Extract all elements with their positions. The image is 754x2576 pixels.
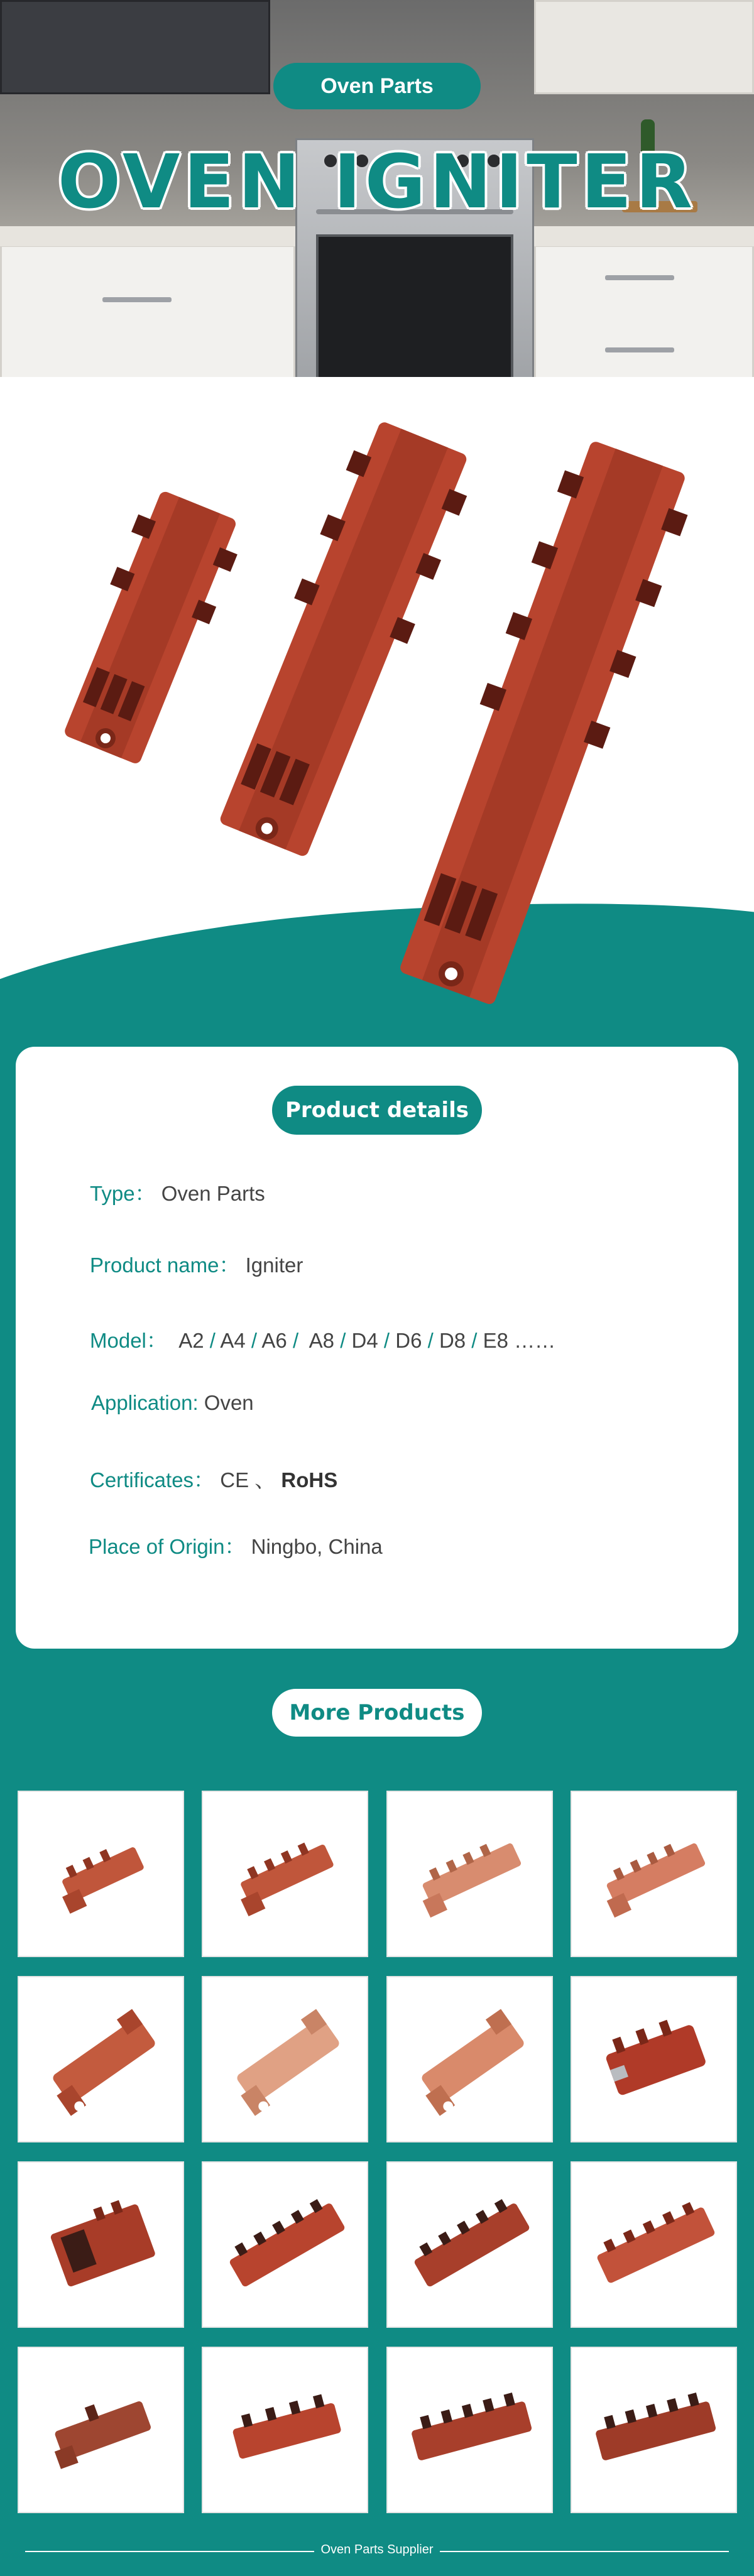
model-value: A8	[309, 1329, 335, 1352]
product-thumbnail[interactable]	[386, 2161, 553, 2328]
product-showcase	[0, 377, 754, 1043]
page-title: OVEN IGNITER	[57, 138, 697, 225]
igniter-product-image	[390, 421, 691, 1037]
model-value: A2	[178, 1329, 204, 1352]
category-pill: Oven Parts	[273, 63, 481, 109]
product-thumbnail[interactable]	[18, 2347, 184, 2513]
product-thumbnail[interactable]	[571, 2347, 737, 2513]
product-thumbnail[interactable]	[18, 1791, 184, 1957]
certificates-rohs: RoHS	[281, 1468, 338, 1492]
product-thumbnail[interactable]	[202, 2161, 368, 2328]
origin-value: Ningbo, China	[251, 1535, 383, 1558]
model-value: D8	[439, 1329, 466, 1352]
upper-cabinet-left	[0, 0, 270, 94]
model-label: Model：	[90, 1329, 167, 1352]
product-thumbnail[interactable]	[202, 1791, 368, 1957]
product-thumbnail[interactable]	[571, 1791, 737, 1957]
product-details-card	[16, 1047, 738, 1649]
application-label: Application:	[91, 1391, 199, 1414]
model-value: A4	[220, 1329, 246, 1352]
detail-row-name	[90, 1249, 303, 1279]
detail-row-type	[90, 1177, 265, 1207]
footer-caption: Oven Parts Supplier	[320, 2543, 434, 2557]
model-value: D4	[351, 1329, 378, 1352]
product-thumbnail[interactable]	[18, 2161, 184, 2328]
certificates-value: CE 、	[220, 1468, 276, 1492]
product-thumbnail[interactable]	[18, 1976, 184, 2142]
product-name-value: Igniter	[245, 1253, 303, 1277]
application-value: Oven	[204, 1391, 254, 1414]
type-value: Oven Parts	[161, 1182, 265, 1205]
detail-row-origin	[89, 1531, 383, 1560]
origin-label: Place of Origin：	[89, 1535, 246, 1558]
detail-row-model: Model： A2 / A4 / A6 / A8 / D4 / D6 / D8 / E8 ……	[90, 1329, 556, 1352]
hero-banner	[0, 0, 754, 402]
product-thumbnail[interactable]	[386, 1976, 553, 2142]
product-thumbnail[interactable]	[202, 2347, 368, 2513]
product-thumbnail[interactable]	[202, 1976, 368, 2142]
detail-row-application	[91, 1391, 254, 1415]
product-thumbnail[interactable]	[386, 1791, 553, 1957]
type-label: Type：	[90, 1182, 156, 1205]
certificates-label: Certificates：	[90, 1468, 215, 1492]
product-thumbnail[interactable]	[386, 2347, 553, 2513]
product-name-label: Product name：	[90, 1253, 240, 1277]
product-thumbnail[interactable]	[571, 1976, 737, 2142]
model-value: E8 ……	[483, 1329, 556, 1352]
product-details-heading: Product details	[272, 1086, 482, 1135]
model-value: D6	[395, 1329, 422, 1352]
more-products-heading: More Products	[272, 1689, 482, 1737]
detail-row-certificates	[90, 1464, 337, 1493]
model-value: A6	[261, 1329, 287, 1352]
product-thumbnail[interactable]	[571, 2161, 737, 2328]
upper-cabinet-right	[534, 0, 754, 94]
